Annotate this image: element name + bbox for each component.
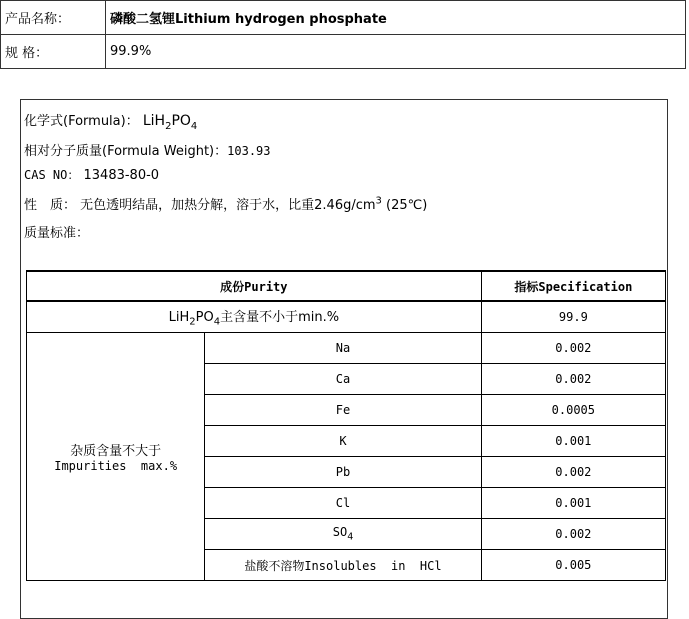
purity-header-row [27, 271, 666, 301]
impurity-value: 0.0005 [481, 395, 665, 426]
standard-label: 质量标准： [24, 226, 90, 241]
specification-header: 指标Specification [481, 271, 665, 301]
impurity-value: 0.002 [481, 333, 665, 364]
impurity-item: Fe [205, 395, 481, 426]
impurity-item: $SO_4$ [205, 519, 481, 550]
cas-line [24, 166, 159, 183]
impurity-item: Cl [205, 488, 481, 519]
property-label: 性 质： [24, 198, 77, 213]
impurity-value: 0.001 [481, 426, 665, 457]
product-name-row [1, 1, 686, 35]
main-content-value: 99.9 [481, 301, 665, 333]
formula-label: 化学式(Formula)： [24, 114, 139, 129]
weight-line [24, 140, 271, 159]
product-header-table [0, 0, 686, 69]
formula-value: $LiH_2PO_4$ [142, 113, 198, 132]
product-name-value: 磷酸二氢锂Lithium hydrogen phosphate [106, 1, 686, 35]
formula-line [24, 110, 197, 132]
specification-box [20, 99, 668, 619]
impurity-item: Na [205, 333, 481, 364]
main-content-row [27, 301, 666, 333]
impurity-value: 0.001 [481, 488, 665, 519]
purity-table [26, 270, 666, 581]
impurity-label: 杂质含量不大于 Impurities max.% [27, 333, 205, 581]
impurity-item: Ca [205, 364, 481, 395]
impurity-item: K [205, 426, 481, 457]
product-spec-label: 规 格： [1, 35, 106, 69]
impurity-value: 0.002 [481, 364, 665, 395]
product-spec-row [1, 35, 686, 69]
weight-value: 103.93 [227, 144, 271, 158]
product-name-label: 产品名称： [1, 1, 106, 35]
weight-label: 相对分子质量(Formula Weight)： [24, 144, 228, 159]
cas-value: 13483-80-0 [83, 168, 160, 183]
purity-header: 成份Purity [27, 271, 482, 301]
property-line [24, 194, 427, 213]
product-spec-value: 99.9% [106, 35, 686, 69]
impurity-value: 0.005 [481, 550, 665, 581]
table-row [27, 333, 666, 364]
impurity-value: 0.002 [481, 519, 665, 550]
cas-label: CAS NO： [24, 168, 80, 182]
main-content-label: $LiH_2PO_4$主含量不小于min.% [27, 301, 482, 333]
impurity-item: Pb [205, 457, 481, 488]
property-text: 无色透明结晶，加热分解，溶于水，比重$2.46g/cm^3$ (25℃) [80, 195, 428, 213]
impurity-value: 0.002 [481, 457, 665, 488]
impurity-item: 盐酸不溶物Insolubles in HCl [205, 550, 481, 581]
